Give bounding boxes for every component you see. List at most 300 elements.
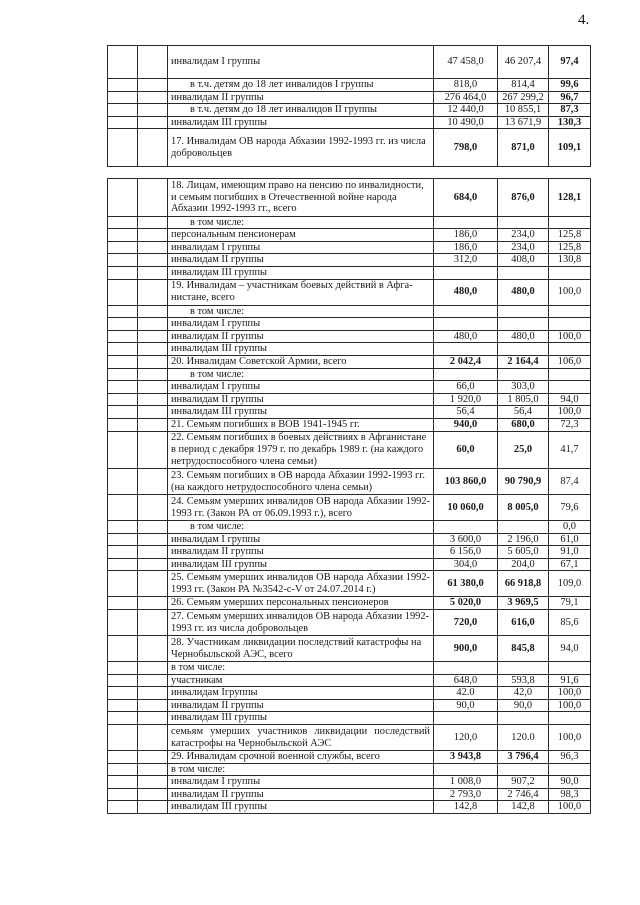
row-index-cell [108,91,138,104]
row-description: в том числе: [168,305,434,318]
actual-value: 408,0 [498,254,549,267]
percent-value: 106,0 [549,355,591,368]
planned-value: 10 060,0 [434,495,498,521]
actual-value: 3 796,4 [498,751,549,764]
actual-value: 234,0 [498,229,549,242]
row-index-cell [108,687,138,700]
planned-value [434,521,498,534]
row-index-cell [108,431,138,469]
planned-value: 940,0 [434,418,498,431]
planned-value: 720,0 [434,610,498,636]
row-description: 27. Семьям умерших инвалидов ОВ народа Абхазии 1992-1993 гг. из числа добровольцев [168,610,434,636]
row-description: инвалидам III группы [168,801,434,814]
row-code-cell [138,343,168,356]
table-row [108,431,591,469]
table-row [108,469,591,495]
planned-value [434,662,498,675]
row-code-cell [138,330,168,343]
row-description: участникам [168,674,434,687]
row-description: инвалидам I группы [168,776,434,789]
planned-value: 142,8 [434,801,498,814]
row-description: инвалидам III группы [168,712,434,725]
row-description: инвалидам I группы [168,533,434,546]
percent-value: 100,0 [549,699,591,712]
percent-value: 98,3 [549,788,591,801]
row-code-cell [138,674,168,687]
row-description: инвалидам III группы [168,116,434,129]
row-description: в том числе: [168,216,434,229]
table-row [108,79,591,92]
actual-value: 25,0 [498,431,549,469]
row-index-cell [108,355,138,368]
row-code-cell [138,699,168,712]
row-index-cell [108,216,138,229]
planned-value: 120,0 [434,725,498,751]
planned-value: 90,0 [434,699,498,712]
table-row [108,254,591,267]
row-index-cell [108,406,138,419]
actual-value [498,305,549,318]
table-row [108,571,591,597]
actual-value: 480,0 [498,279,549,305]
row-code-cell [138,431,168,469]
planned-value [434,305,498,318]
row-code-cell [138,266,168,279]
row-index-cell [108,343,138,356]
actual-value: 616,0 [498,610,549,636]
row-description: 24. Семьям умерших инвалидов ОВ народа Абхазии 1992-1993 гг. (Закон РА от 06.09.1993 г.), всего [168,495,434,521]
row-code-cell [138,776,168,789]
planned-value: 3 943,8 [434,751,498,764]
planned-value: 12 440,0 [434,104,498,117]
percent-value: 128,1 [549,179,591,217]
row-description: 28. Участникам ликвидации последствий катастрофы на Чернобыльской АЭС, всего [168,636,434,662]
table-row [108,343,591,356]
planned-value: 818,0 [434,79,498,92]
planned-value: 186,0 [434,241,498,254]
row-description: инвалидам I группы [168,46,434,79]
percent-value: 96,3 [549,751,591,764]
actual-value: 267 299,2 [498,91,549,104]
row-index-cell [108,712,138,725]
planned-value: 3 600,0 [434,533,498,546]
row-code-cell [138,368,168,381]
row-description: в том числе: [168,763,434,776]
planned-value: 900,0 [434,636,498,662]
row-code-cell [138,751,168,764]
row-code-cell [138,418,168,431]
actual-value: 10 855,1 [498,104,549,117]
row-index-cell [108,129,138,167]
row-code-cell [138,546,168,559]
table-row [108,597,591,610]
row-index-cell [108,179,138,217]
row-code-cell [138,393,168,406]
row-index-cell [108,418,138,431]
row-index-cell [108,546,138,559]
actual-value: 814,4 [498,79,549,92]
percent-value: 94,0 [549,393,591,406]
percent-value: 41,7 [549,431,591,469]
percent-value: 109,1 [549,129,591,167]
row-code-cell [138,129,168,167]
table-row [108,725,591,751]
percent-value: 96,7 [549,91,591,104]
actual-value: 56,4 [498,406,549,419]
actual-value: 90 790,9 [498,469,549,495]
table-row [108,179,591,217]
table-row [108,495,591,521]
row-index-cell [108,751,138,764]
table-row [108,521,591,534]
row-code-cell [138,521,168,534]
row-code-cell [138,406,168,419]
row-index-cell [108,788,138,801]
row-description: персональным пенсионерам [168,229,434,242]
actual-value: 8 005,0 [498,495,549,521]
actual-value: 5 605,0 [498,546,549,559]
row-description: в т.ч. детям до 18 лет инвалидов II группы [168,104,434,117]
table-row [108,355,591,368]
row-code-cell [138,46,168,79]
table-row [108,546,591,559]
percent-value [549,216,591,229]
row-index-cell [108,571,138,597]
row-description: инвалидам I группы [168,381,434,394]
row-description: инвалидам III группы [168,558,434,571]
row-code-cell [138,610,168,636]
percent-value: 100,0 [549,725,591,751]
percent-value: 130,3 [549,116,591,129]
row-index-cell [108,254,138,267]
budget-table-continued [107,45,591,167]
row-code-cell [138,662,168,675]
row-code-cell [138,495,168,521]
row-description: инвалидам II группы [168,330,434,343]
percent-value: 125,8 [549,241,591,254]
actual-value [498,216,549,229]
row-code-cell [138,687,168,700]
row-description: 19. Инвалидам – участникам боевых действий в Афга-нистане, всего [168,279,434,305]
planned-value: 6 156,0 [434,546,498,559]
row-description: 22. Семьям погибших в боевых действиях в Афганистане в период с декабря 1979 г. по декабрь 1989 г. (на каждого нетрудоспособного члена семьи) [168,431,434,469]
row-description: инвалидам III группы [168,343,434,356]
actual-value: 2 164,4 [498,355,549,368]
table-row [108,763,591,776]
actual-value [498,266,549,279]
percent-value [549,266,591,279]
percent-value: 97,4 [549,46,591,79]
planned-value [434,216,498,229]
row-description: 17. Инвалидам ОВ народа Абхазии 1992-1993 гг. из числа добровольцев [168,129,434,167]
table-row [108,266,591,279]
actual-value: 1 805,0 [498,393,549,406]
planned-value: 66,0 [434,381,498,394]
actual-value [498,763,549,776]
row-code-cell [138,355,168,368]
actual-value [498,318,549,331]
actual-value: 3 969,5 [498,597,549,610]
row-code-cell [138,318,168,331]
row-description: инвалидам II группы [168,254,434,267]
row-code-cell [138,254,168,267]
table-row [108,662,591,675]
row-index-cell [108,266,138,279]
row-description: 18. Лицам, имеющим право на пенсию по инвалидности, и семьям погибших в Отечественной войне народа Абхазии 1992-1993 гг., всего [168,179,434,217]
percent-value: 85,6 [549,610,591,636]
table-row [108,91,591,104]
row-code-cell [138,571,168,597]
percent-value: 87,3 [549,104,591,117]
table-row [108,368,591,381]
row-index-cell [108,597,138,610]
actual-value: 120.0 [498,725,549,751]
percent-value: 72,3 [549,418,591,431]
table-row [108,116,591,129]
percent-value: 99,6 [549,79,591,92]
row-index-cell [108,533,138,546]
table-row [108,699,591,712]
row-index-cell [108,776,138,789]
row-code-cell [138,104,168,117]
row-description: инвалидам II группы [168,393,434,406]
percent-value: 0,0 [549,521,591,534]
table-row [108,687,591,700]
percent-value [549,368,591,381]
planned-value: 42.0 [434,687,498,700]
planned-value [434,368,498,381]
row-index-cell [108,725,138,751]
actual-value: 46 207,4 [498,46,549,79]
actual-value: 234,0 [498,241,549,254]
row-code-cell [138,725,168,751]
percent-value [549,763,591,776]
planned-value: 10 490,0 [434,116,498,129]
row-index-cell [108,699,138,712]
row-description: в том числе: [168,662,434,675]
actual-value: 204,0 [498,558,549,571]
actual-value: 593,8 [498,674,549,687]
planned-value [434,343,498,356]
table-row [108,712,591,725]
row-description: инвалидам II группы [168,546,434,559]
percent-value: 87,4 [549,469,591,495]
row-index-cell [108,116,138,129]
actual-value [498,343,549,356]
planned-value: 103 860,0 [434,469,498,495]
row-description: 21. Семьям погибших в ВОВ 1941-1945 гг. [168,418,434,431]
planned-value: 2 793,0 [434,788,498,801]
percent-value [549,662,591,675]
actual-value: 142,8 [498,801,549,814]
row-code-cell [138,91,168,104]
row-code-cell [138,241,168,254]
planned-value: 61 380,0 [434,571,498,597]
actual-value: 2 196,0 [498,533,549,546]
planned-value: 276 464,0 [434,91,498,104]
percent-value: 79,6 [549,495,591,521]
actual-value: 876,0 [498,179,549,217]
table-row [108,46,591,79]
actual-value: 680,0 [498,418,549,431]
table-row [108,393,591,406]
row-description: 23. Семьям погибших в ОВ народа Абхазии 1992-1993 гг. (на каждого нетрудоспособного члена семьи) [168,469,434,495]
row-code-cell [138,558,168,571]
planned-value [434,712,498,725]
row-code-cell [138,712,168,725]
percent-value: 130,8 [549,254,591,267]
row-description: 26. Семьям умерших персональных пенсионеров [168,597,434,610]
table-row [108,751,591,764]
planned-value: 47 458,0 [434,46,498,79]
row-code-cell [138,305,168,318]
row-code-cell [138,801,168,814]
actual-value [498,662,549,675]
table-row [108,318,591,331]
row-code-cell [138,279,168,305]
row-index-cell [108,558,138,571]
planned-value [434,266,498,279]
planned-value [434,318,498,331]
percent-value: 125,8 [549,229,591,242]
actual-value [498,712,549,725]
row-index-cell [108,662,138,675]
table-row [108,674,591,687]
row-code-cell [138,79,168,92]
percent-value: 100,0 [549,801,591,814]
table-row [108,788,591,801]
table-row [108,305,591,318]
row-index-cell [108,801,138,814]
table-row [108,229,591,242]
table-row [108,381,591,394]
row-description: 29. Инвалидам срочной военной службы, всего [168,751,434,764]
actual-value: 66 918,8 [498,571,549,597]
row-index-cell [108,381,138,394]
row-index-cell [108,79,138,92]
percent-value: 100,0 [549,687,591,700]
percent-value [549,712,591,725]
table-row [108,558,591,571]
percent-value: 91,0 [549,546,591,559]
row-code-cell [138,469,168,495]
actual-value: 871,0 [498,129,549,167]
percent-value: 61,0 [549,533,591,546]
percent-value: 79,1 [549,597,591,610]
row-index-cell [108,469,138,495]
table-row [108,279,591,305]
row-index-cell [108,330,138,343]
percent-value [549,305,591,318]
row-code-cell [138,229,168,242]
planned-value: 648,0 [434,674,498,687]
actual-value: 90,0 [498,699,549,712]
row-index-cell [108,674,138,687]
row-description: инвалидам I группы [168,318,434,331]
table-row [108,216,591,229]
planned-value: 684,0 [434,179,498,217]
row-index-cell [108,521,138,534]
row-code-cell [138,533,168,546]
percent-value: 100,0 [549,279,591,305]
row-description: инвалидам II группы [168,699,434,712]
actual-value: 303,0 [498,381,549,394]
row-code-cell [138,381,168,394]
row-description: в том числе: [168,521,434,534]
actual-value [498,521,549,534]
row-description: инвалидам III группы [168,266,434,279]
row-index-cell [108,104,138,117]
row-index-cell [108,229,138,242]
table-row [108,129,591,167]
row-description: инвалидам Iгруппы [168,687,434,700]
table-row [108,104,591,117]
table-row [108,801,591,814]
row-description: в т.ч. детям до 18 лет инвалидов I группы [168,79,434,92]
row-index-cell [108,368,138,381]
row-code-cell [138,116,168,129]
actual-value: 907,2 [498,776,549,789]
table-row [108,610,591,636]
row-code-cell [138,216,168,229]
planned-value [434,763,498,776]
row-index-cell [108,610,138,636]
actual-value: 13 671,9 [498,116,549,129]
actual-value: 42,0 [498,687,549,700]
table-row [108,533,591,546]
percent-value: 90,0 [549,776,591,789]
planned-value: 304,0 [434,558,498,571]
row-index-cell [108,763,138,776]
percent-value: 91,6 [549,674,591,687]
planned-value: 5 020,0 [434,597,498,610]
table-row [108,418,591,431]
row-description: инвалидам III группы [168,406,434,419]
actual-value: 845,8 [498,636,549,662]
table-row [108,330,591,343]
row-index-cell [108,241,138,254]
row-code-cell [138,636,168,662]
planned-value: 186,0 [434,229,498,242]
row-description: 20. Инвалидам Советской Армии, всего [168,355,434,368]
table-row [108,636,591,662]
actual-value: 480,0 [498,330,549,343]
page-number: 4. [578,12,590,28]
planned-value: 1 920,0 [434,393,498,406]
row-description: инвалидам II группы [168,91,434,104]
row-description: инвалидам I группы [168,241,434,254]
planned-value: 56,4 [434,406,498,419]
row-description: в том числе: [168,368,434,381]
percent-value: 94,0 [549,636,591,662]
row-index-cell [108,279,138,305]
percent-value: 67,1 [549,558,591,571]
planned-value: 1 008,0 [434,776,498,789]
planned-value: 312,0 [434,254,498,267]
row-code-cell [138,788,168,801]
row-description: инвалидам II группы [168,788,434,801]
row-code-cell [138,763,168,776]
row-index-cell [108,318,138,331]
table-row [108,241,591,254]
row-description: семьям умерших участников ликвидации последствий катастрофы на Чернобыльской АЭС [168,725,434,751]
budget-table [107,178,591,814]
percent-value: 109,0 [549,571,591,597]
table-row [108,776,591,789]
actual-value [498,368,549,381]
percent-value [549,343,591,356]
row-index-cell [108,495,138,521]
